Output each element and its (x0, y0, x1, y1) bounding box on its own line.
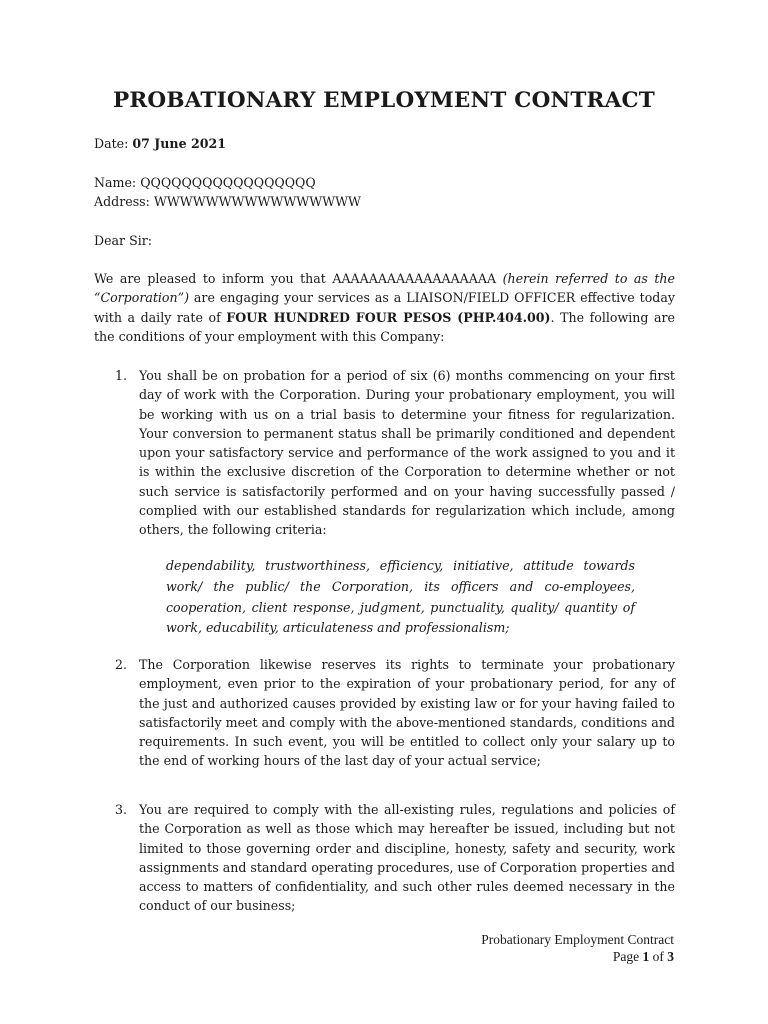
address-label: Address: (94, 194, 150, 209)
date-line (94, 134, 675, 153)
intro-text-2: (herein referred to as the “Corporation”) (94, 271, 675, 306)
address-line (94, 192, 675, 211)
page-footer (481, 931, 674, 965)
intro-text-3: are engaging your services as a LIAISON/FIELD OFFICER effective today with a daily rate of (94, 290, 675, 325)
list-item-text: You shall be on probation for a period of six (6) months commencing on your first day of work with the Corporation. During your probationary employment, you will be working with us on a trial basis to determine your fitness for regularization. Your conversion to permanent status shall be primarily conditioned and dependent upon your satisfactory service and performance of the work assigned to you and it is within the exclusive discretion of the Corporation to determine whether or not such service is satisfactorily performed and on your having successfully passed / complied with our established standards for regularization which include, among others, the following criteria: (139, 368, 675, 538)
list-item-text: The Corporation likewise reserves its rights to terminate your probationary employment, even prior to the expiration of your probationary period, for any of the just and authorized causes provided by existing law or for your having failed to satisfactorily meet and comply with the above-mentioned standards, conditions and requirements. In such event, you will be entitled to collect only your salary up to the end of working hours of the last day of your actual service; (139, 657, 675, 769)
page-title: PROBATIONARY EMPLOYMENT CONTRACT (112, 88, 656, 113)
address-value: WWWWWWWWWWWWWWWW (153, 194, 361, 209)
list-item-number: 3. (115, 802, 128, 817)
name-value: QQQQQQQQQQQQQQQQQ (140, 175, 316, 190)
list-item-number: 1. (115, 368, 128, 383)
name-line (94, 173, 675, 192)
list-item-text: You are required to comply with the all-existing rules, regulations and policies of the Corporation as well as those which may hereafter be issued, including but not limited to those governing order and discipline, honesty, safety and security, work assignments and standard operating procedures, use of Corporation properties and access to matters of confidentiality, and such other rules deemed necessary in the conduct of our business; (139, 802, 675, 914)
date-label: Date: (94, 136, 129, 151)
criteria-list: dependability, trustworthiness, efficiency, initiative, attitude towards work/ the public/ the Corporation, its officers and co-employees, cooperation, client response, judgment, punctuality, quality/ quantity of work, educability, articulateness and professionalism; (166, 558, 635, 636)
date-value: 07 June 2021 (132, 136, 227, 151)
intro-text-1: We are pleased to inform you that AAAAAAAAAAAAAAAAAA (94, 271, 503, 286)
name-label: Name: (94, 175, 137, 190)
intro-text-5: . The following are the conditions of your employment with this Company: (94, 309, 675, 344)
salutation: Dear Sir: (94, 233, 153, 248)
intro-paragraph (94, 269, 675, 346)
footer-doc-name: Probationary Employment Contract (481, 932, 674, 947)
footer-page-number: Page 1 of 3 (612, 949, 674, 964)
intro-salary: FOUR HUNDRED FOUR PESOS (PHP.404.00) (226, 309, 551, 325)
list-item-number: 2. (115, 657, 128, 672)
